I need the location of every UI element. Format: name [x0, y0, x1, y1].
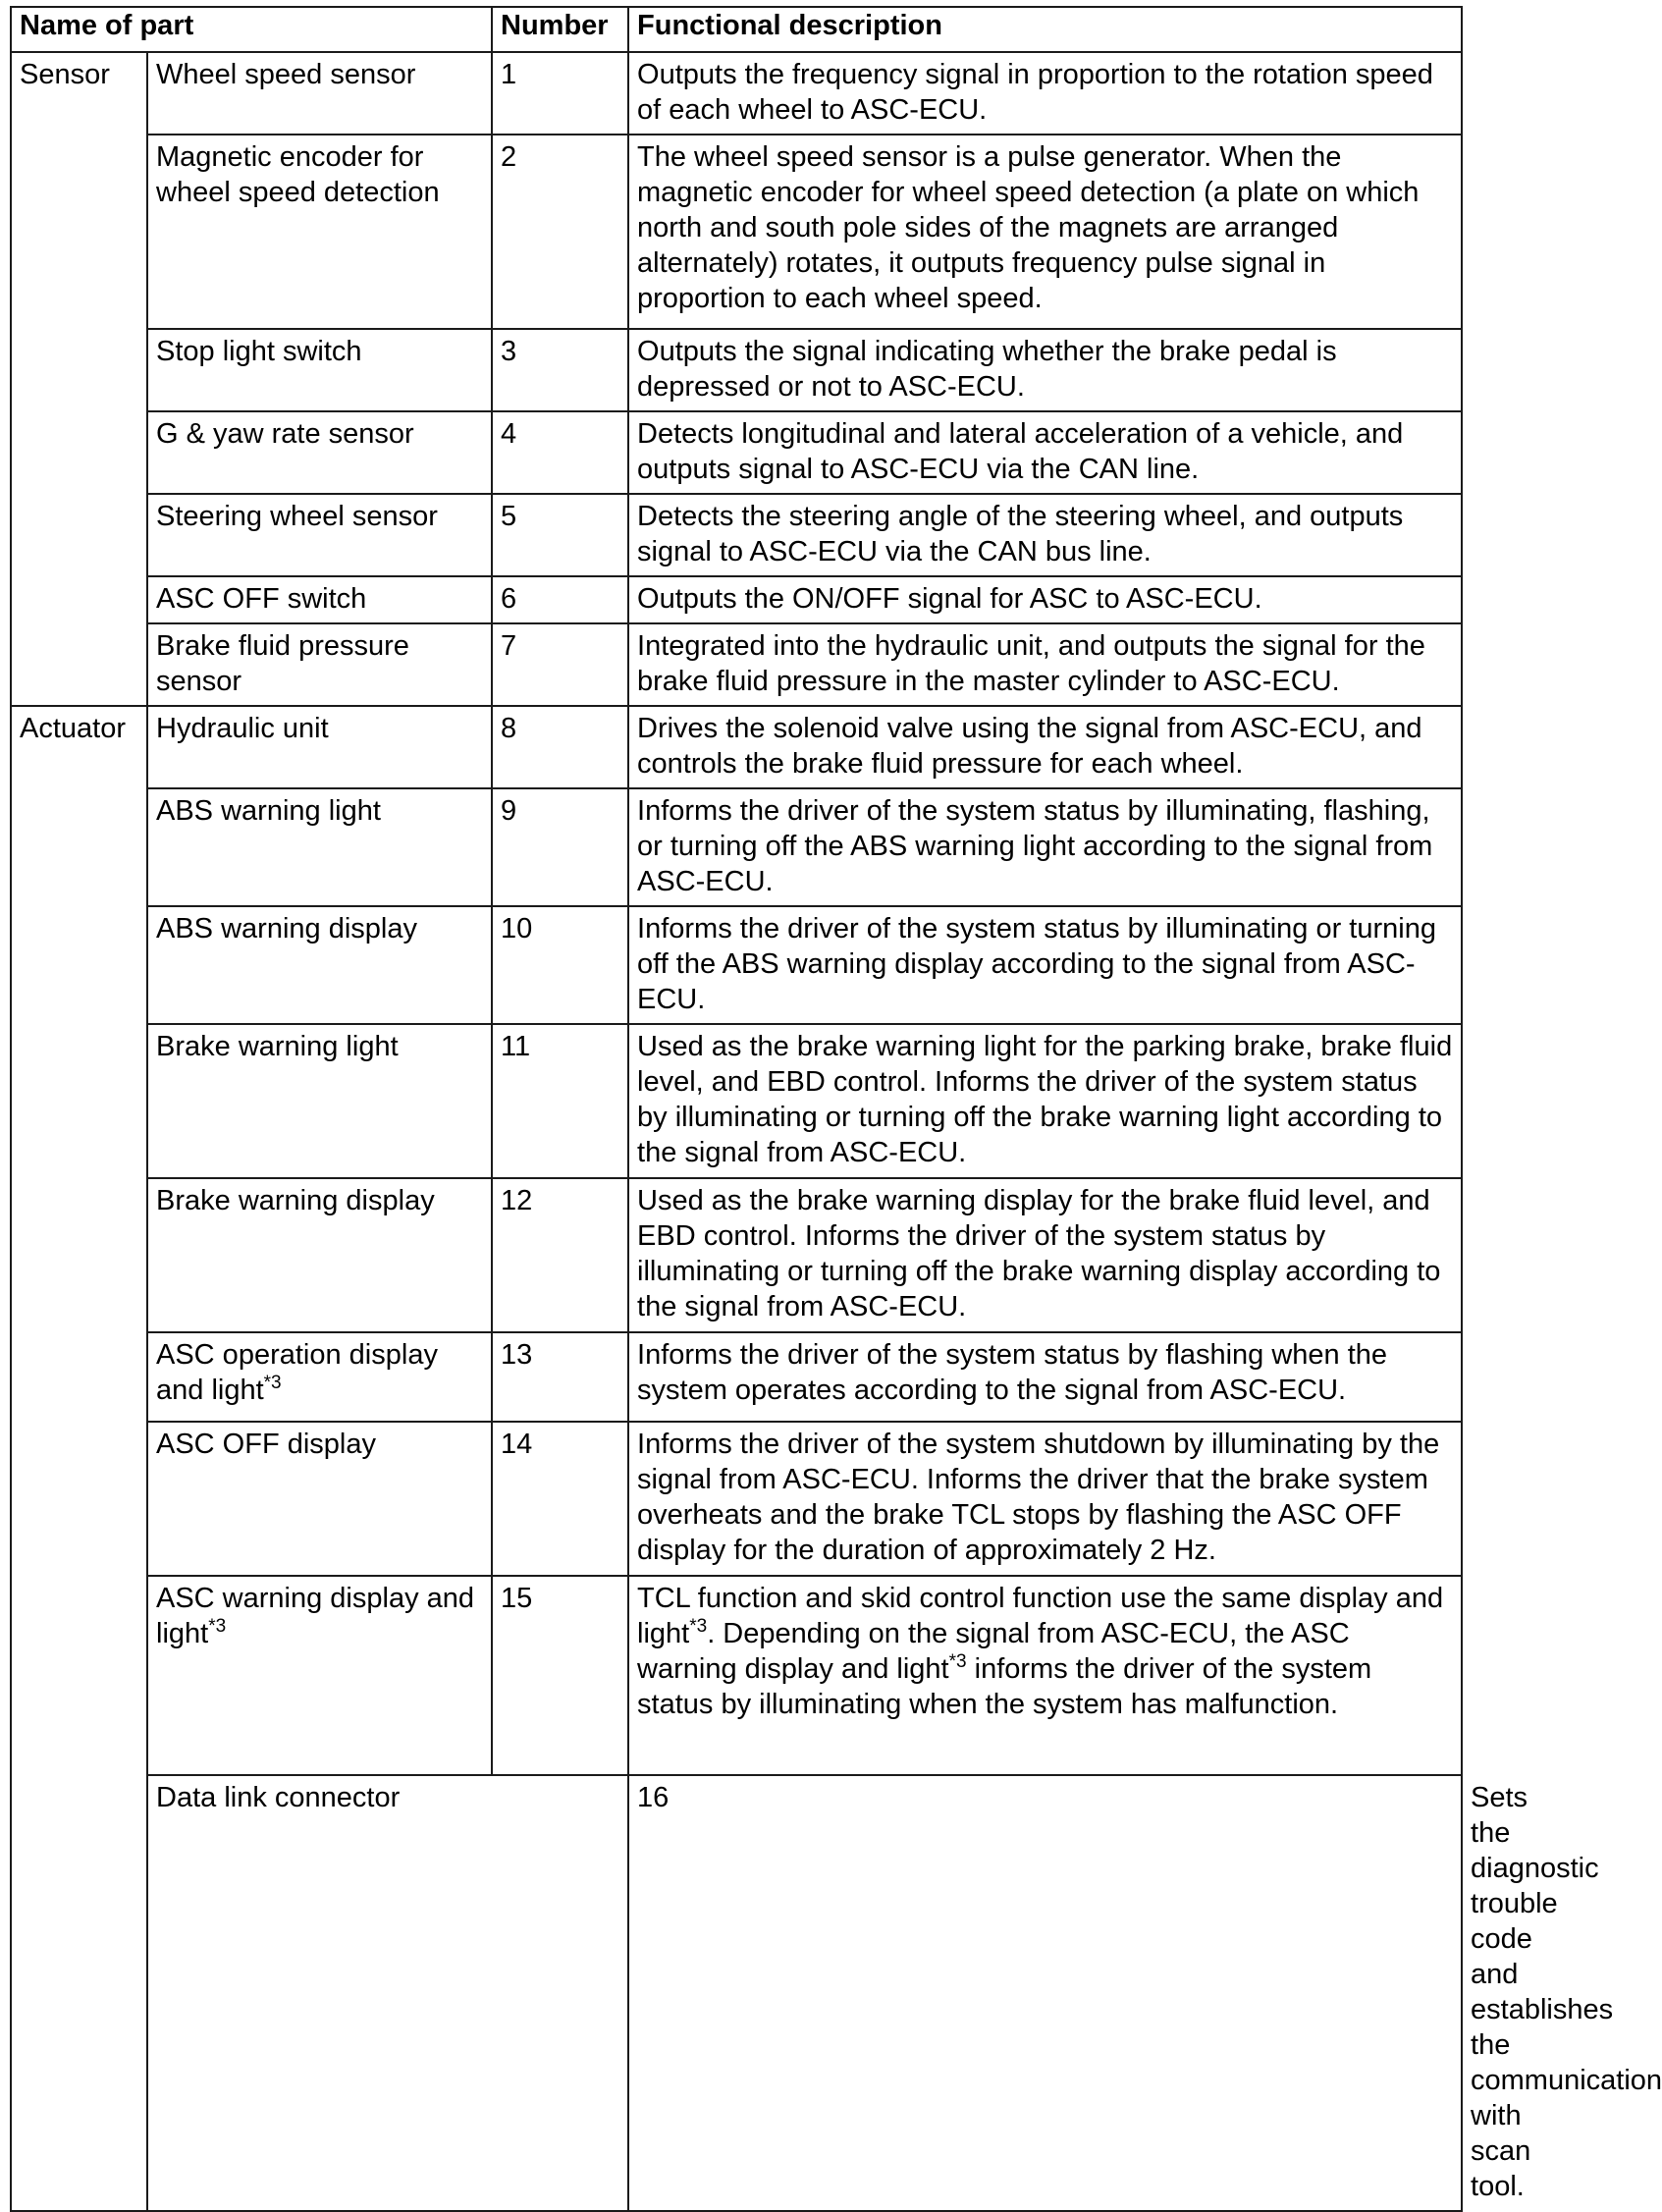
part-description: Outputs the ON/OFF signal for ASC to ASC-ECU. — [628, 576, 1462, 623]
footnote-mark: *3 — [263, 1373, 282, 1393]
part-name: ABS warning display — [147, 906, 492, 1024]
table-row — [11, 494, 1462, 576]
part-description: Integrated into the hydraulic unit, and outputs the signal for the brake fluid pressure in the master cylinder to ASC-ECU. — [628, 623, 1462, 706]
part-description: Detects the steering angle of the steering wheel, and outputs signal to ASC-ECU via the CAN bus line. — [628, 494, 1462, 576]
table-header-row — [11, 7, 1462, 52]
part-number: 11 — [492, 1024, 628, 1178]
table-row — [11, 1178, 1462, 1332]
table-row — [11, 329, 1462, 411]
parts-table-page — [10, 6, 1662, 2212]
part-name: Brake warning light — [147, 1024, 492, 1178]
table-row — [11, 576, 1462, 623]
part-name — [147, 1576, 492, 1775]
part-name-text: ASC warning display and light — [156, 1583, 475, 1649]
part-number: 16 — [628, 1775, 1462, 2211]
header-functional-description: Functional description — [628, 7, 1462, 52]
part-name: Stop light switch — [147, 329, 492, 411]
part-number: 1 — [492, 52, 628, 135]
table-row — [11, 788, 1462, 906]
footnote-mark: *3 — [208, 1616, 227, 1637]
table-row — [11, 1576, 1462, 1775]
table-row — [11, 411, 1462, 494]
part-number: 15 — [492, 1576, 628, 1775]
footnote-mark: *3 — [948, 1651, 967, 1672]
table-row — [11, 1422, 1462, 1576]
table-row — [11, 906, 1462, 1024]
header-name-of-part: Name of part — [11, 7, 492, 52]
part-number: 8 — [492, 706, 628, 788]
description-part-b: . Depending on the signal from ASC-ECU, the ASC warning display and light — [637, 1618, 1350, 1685]
part-description: Informs the driver of the system status by illuminating, flashing, or turning off the ABS warning light according to the signal from ASC-ECU. — [628, 788, 1462, 906]
table-row — [11, 52, 1462, 135]
part-number: 14 — [492, 1422, 628, 1576]
footnote-mark: *3 — [689, 1616, 708, 1637]
part-number: 2 — [492, 135, 628, 329]
part-number: 10 — [492, 906, 628, 1024]
part-description: Detects longitudinal and lateral acceleration of a vehicle, and outputs signal to ASC-ECU via the CAN line. — [628, 411, 1462, 494]
parts-function-table — [10, 6, 1662, 2212]
part-name: ASC OFF display — [147, 1422, 492, 1576]
part-name: ABS warning light — [147, 788, 492, 906]
part-name: G & yaw rate sensor — [147, 411, 492, 494]
table-row — [11, 1024, 1462, 1178]
part-number: 7 — [492, 623, 628, 706]
part-number: 9 — [492, 788, 628, 906]
table-row — [11, 706, 1462, 788]
part-number: 5 — [492, 494, 628, 576]
part-name: Steering wheel sensor — [147, 494, 492, 576]
part-name: ASC OFF switch — [147, 576, 492, 623]
part-description: Used as the brake warning light for the parking brake, brake fluid level, and EBD control. Informs the driver of the system status by illuminating or turning off the brake warning light according to the signal from ASC-ECU. — [628, 1024, 1462, 1178]
table-row: Data link connector 16 Sets the diagnostic trouble code and establishes the communication with scan tool. — [11, 1775, 1462, 2211]
part-name: Wheel speed sensor — [147, 52, 492, 135]
table-row — [11, 1332, 1462, 1422]
table-row — [11, 135, 1462, 329]
group-sensor: Sensor — [11, 52, 147, 706]
table-row — [11, 623, 1462, 706]
part-name — [147, 1332, 492, 1422]
part-description: Informs the driver of the system status by flashing when the system operates according to the signal from ASC-ECU. — [628, 1332, 1462, 1422]
part-number: 3 — [492, 329, 628, 411]
part-description: The wheel speed sensor is a pulse generator. When the magnetic encoder for wheel speed detection (a plate on which north and south pole sides of the magnets are arranged alternately) rotates, it outputs frequency pulse signal in proportion to each wheel speed. — [628, 135, 1462, 329]
description-part-c: informs the driver of the system status by illuminating when the system has malfunction. — [637, 1653, 1372, 1720]
part-description — [628, 1576, 1462, 1775]
part-number: 6 — [492, 576, 628, 623]
part-name: Brake warning display — [147, 1178, 492, 1332]
part-description: Used as the brake warning display for the brake fluid level, and EBD control. Informs the driver of the system status by illuminating or turning off the brake warning display according to the signal from ASC-ECU. — [628, 1178, 1462, 1332]
header-number: Number — [492, 7, 628, 52]
part-description: Outputs the frequency signal in proportion to the rotation speed of each wheel to ASC-ECU. — [628, 52, 1462, 135]
part-description: Outputs the signal indicating whether the brake pedal is depressed or not to ASC-ECU. — [628, 329, 1462, 411]
part-name: Data link connector — [147, 1775, 628, 2211]
part-number: 4 — [492, 411, 628, 494]
group-actuator: Actuator — [11, 706, 147, 2211]
part-name: Magnetic encoder for wheel speed detection — [147, 135, 492, 329]
part-number: 13 — [492, 1332, 628, 1422]
part-name: Brake fluid pressure sensor — [147, 623, 492, 706]
part-name-text: ASC operation display and light — [156, 1339, 438, 1406]
part-description: Informs the driver of the system shutdown by illuminating by the signal from ASC-ECU. Informs the driver that the brake system overheats and the brake TCL stops by flashing the ASC OFF display for the duration of approximately 2 Hz. — [628, 1422, 1462, 1576]
part-number: 12 — [492, 1178, 628, 1332]
part-name: Hydraulic unit — [147, 706, 492, 788]
part-description: Drives the solenoid valve using the signal from ASC-ECU, and controls the brake fluid pressure for each wheel. — [628, 706, 1462, 788]
part-description: Informs the driver of the system status by illuminating or turning off the ABS warning display according to the signal from ASC-ECU. — [628, 906, 1462, 1024]
description-part-a: TCL function and skid control function use the same display and light — [637, 1583, 1444, 1649]
